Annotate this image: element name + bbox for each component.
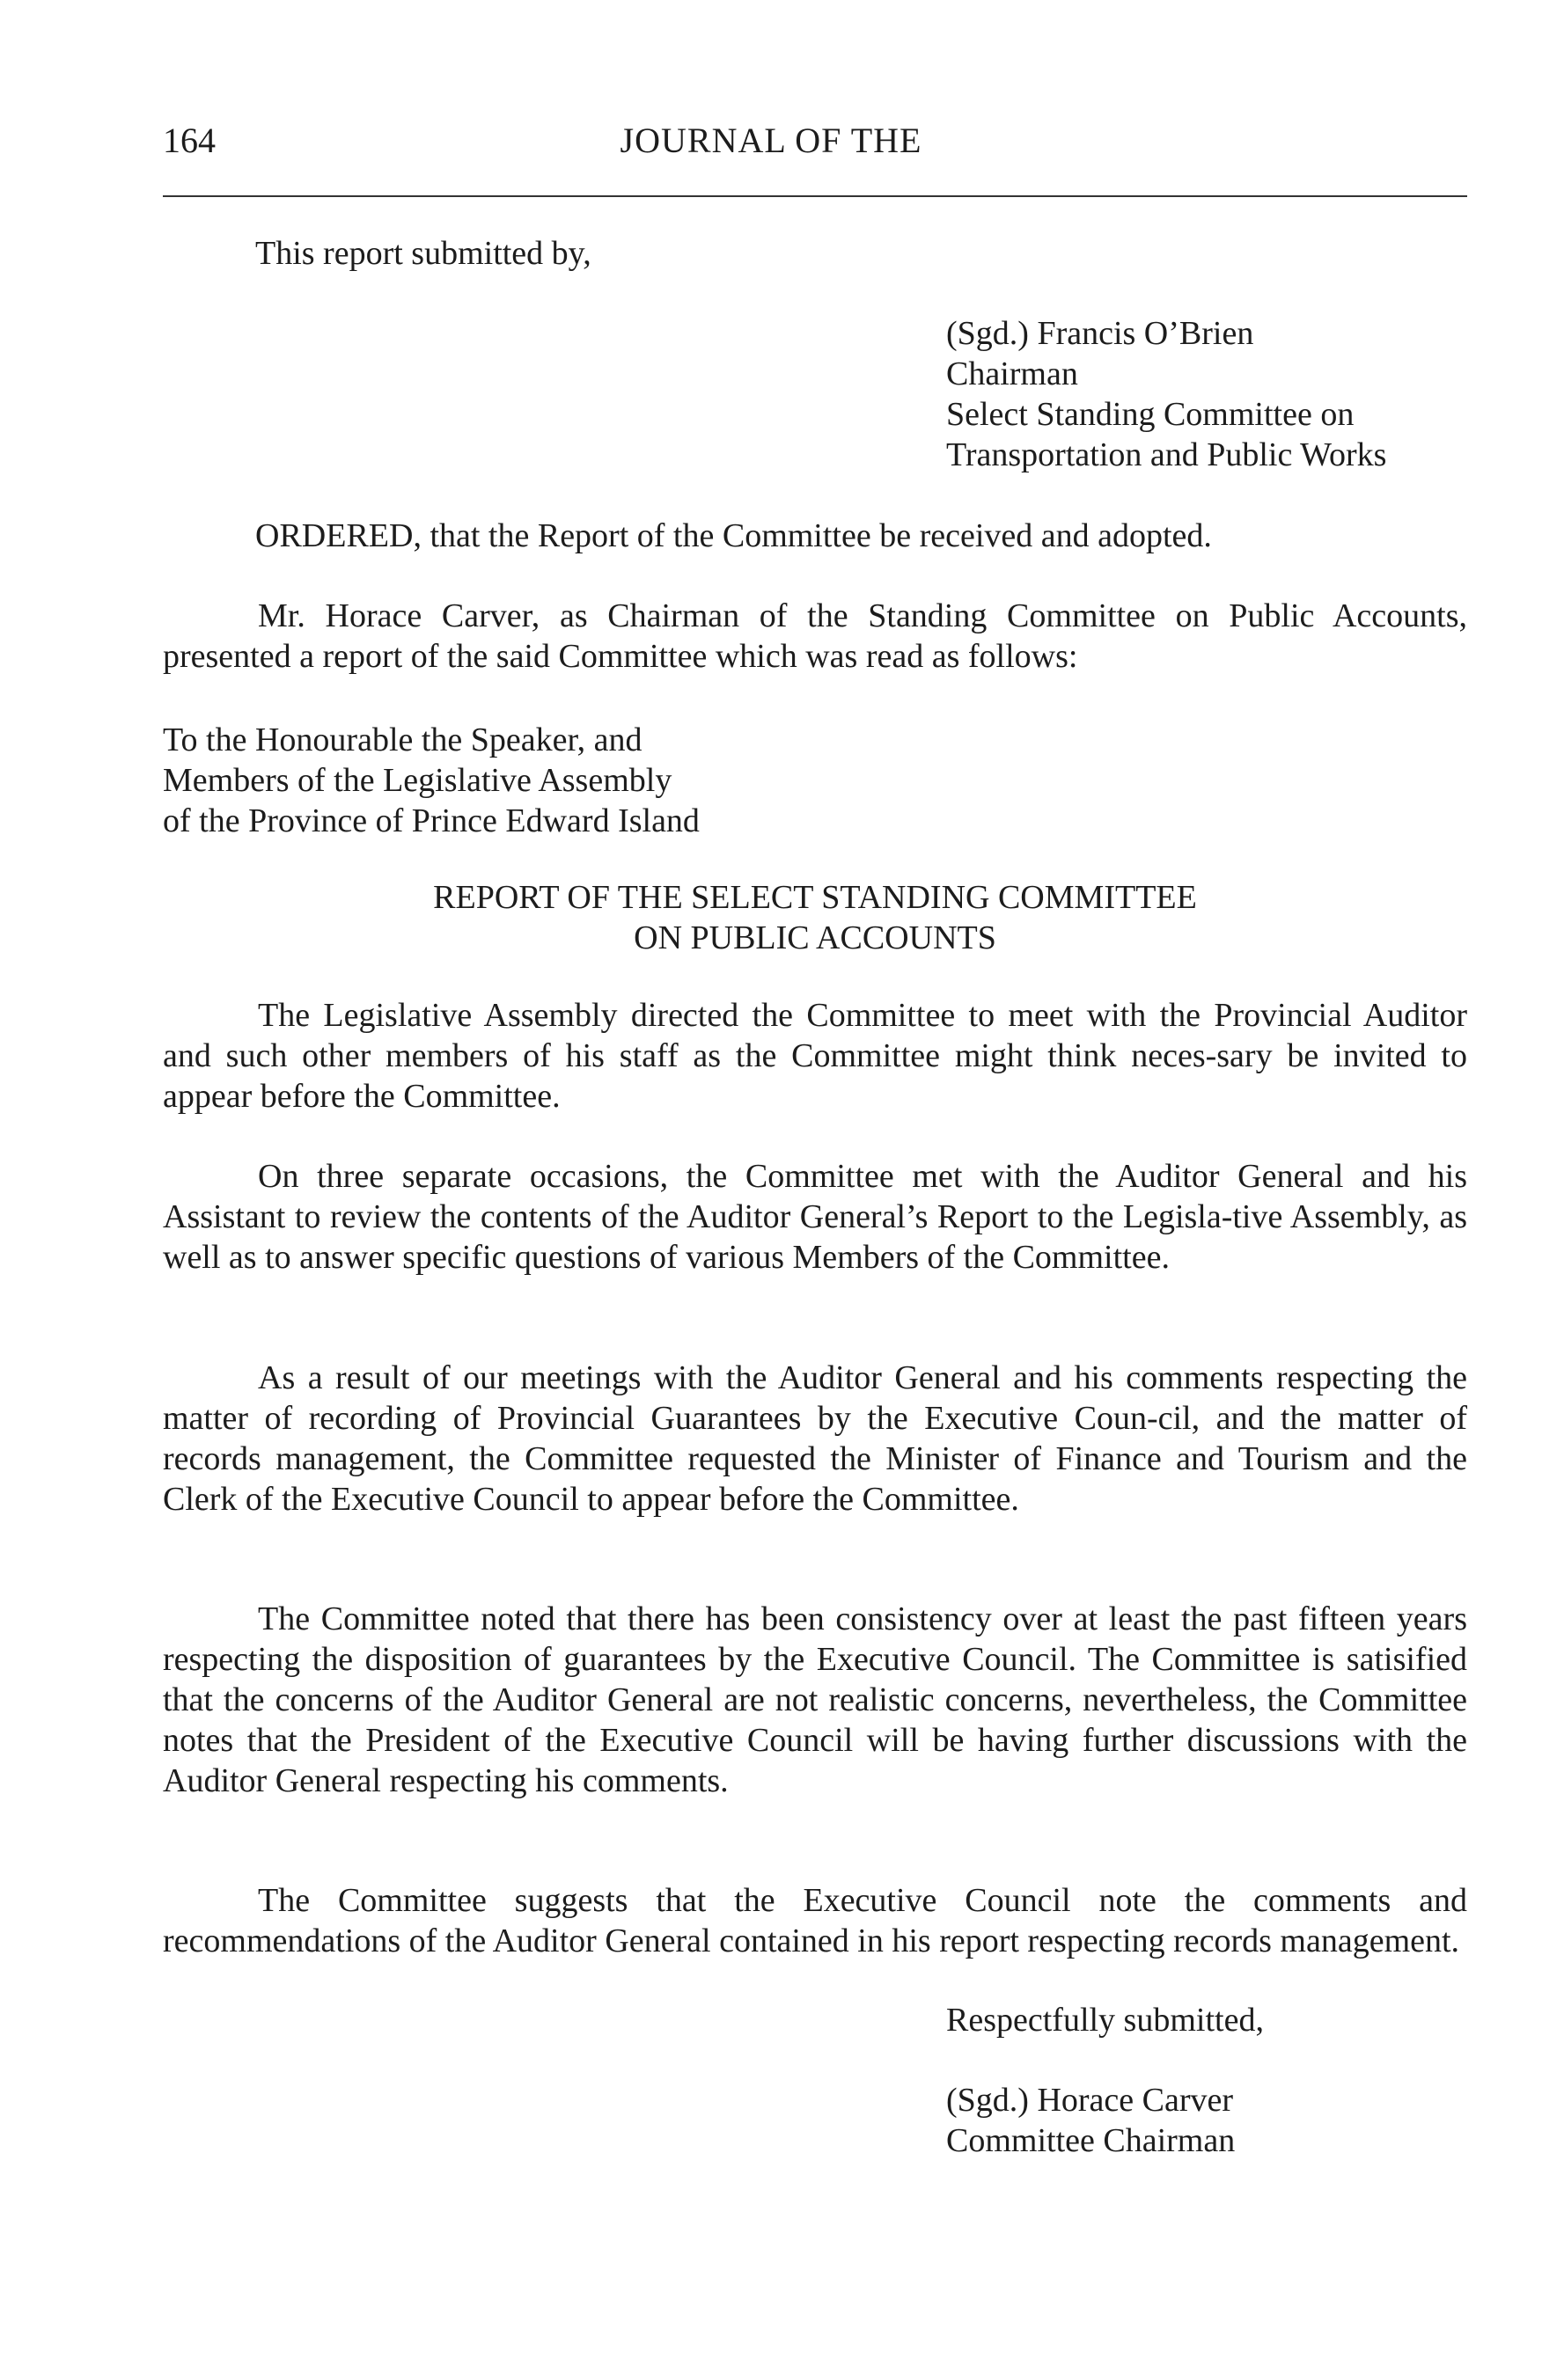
signature-committee: Select Standing Committee on: [946, 396, 1355, 433]
report-paragraph-4: The Committee noted that there has been consistency over at least the past fifteen years respecting the disposition of guarantees by the Executive Council. The Committee is satisified that the concerns of the Auditor General are not realistic concerns, nevertheless, the Committee notes that the President of the Executive Council will be having further discussions with the Auditor General respecting his comments.: [163, 1600, 1467, 1799]
address-line: Members of the Legislative Assembly: [163, 762, 672, 799]
running-head: JOURNAL OF THE: [620, 121, 922, 160]
address-block: [163, 720, 700, 841]
report-paragraph-5: The Committee suggests that the Executive Council note the comments and recommendations of the Auditor General contained in his report respecting records management.: [163, 1882, 1467, 1959]
signature-line: (Sgd.) Horace Carver: [946, 2082, 1234, 2119]
page-number: 164: [163, 121, 216, 160]
signature-title: Chairman: [946, 355, 1078, 392]
ordered-paragraph: ORDERED, that the Report of the Committee be received and adopted.: [255, 517, 1212, 554]
report-title-line: REPORT OF THE SELECT STANDING COMMITTEE: [433, 879, 1197, 916]
report-paragraph-2: On three separate occasions, the Committee met with the Auditor General and his Assistant to review the contents of the Auditor General’s Report to the Legisla-tive Assembly, as well as to answer specific questions of various Members of the Committee.: [163, 1158, 1467, 1276]
presentation-paragraph: Mr. Horace Carver, as Chairman of the Standing Committee on Public Accounts, presented a report of the said Committee which was read as follows:: [163, 597, 1467, 675]
report-paragraph-3: As a result of our meetings with the Auditor General and his comments respecting the matter of recording of Provincial Guarantees by the Executive Coun-cil, and the matter of records management, the Committee requested the Minister of Finance and Tourism and the Clerk of the Executive Council to appear before the Committee.: [163, 1359, 1467, 1518]
closing-line: Respectfully submitted,: [946, 2002, 1264, 2039]
report-title-line: ON PUBLIC ACCOUNTS: [634, 919, 996, 956]
address-line: To the Honourable the Speaker, and: [163, 721, 642, 758]
report-title: [163, 877, 1467, 958]
signature-line: (Sgd.) Francis O’Brien: [946, 315, 1254, 352]
signature-block-carver: [946, 2080, 1474, 2161]
signature-title: Committee Chairman: [946, 2122, 1236, 2159]
report-paragraph-1: The Legislative Assembly directed the Committee to meet with the Provincial Auditor and such other members of his staff as the Committee might think neces-sary be invited to appear before the Committee.: [163, 997, 1467, 1115]
signature-committee-name: Transportation and Public Works: [946, 436, 1387, 473]
signature-block-obrien: [946, 313, 1474, 475]
submitted-by-line: This report submitted by,: [255, 235, 591, 272]
address-line: of the Province of Prince Edward Island: [163, 802, 700, 839]
header-rule: [163, 195, 1467, 197]
